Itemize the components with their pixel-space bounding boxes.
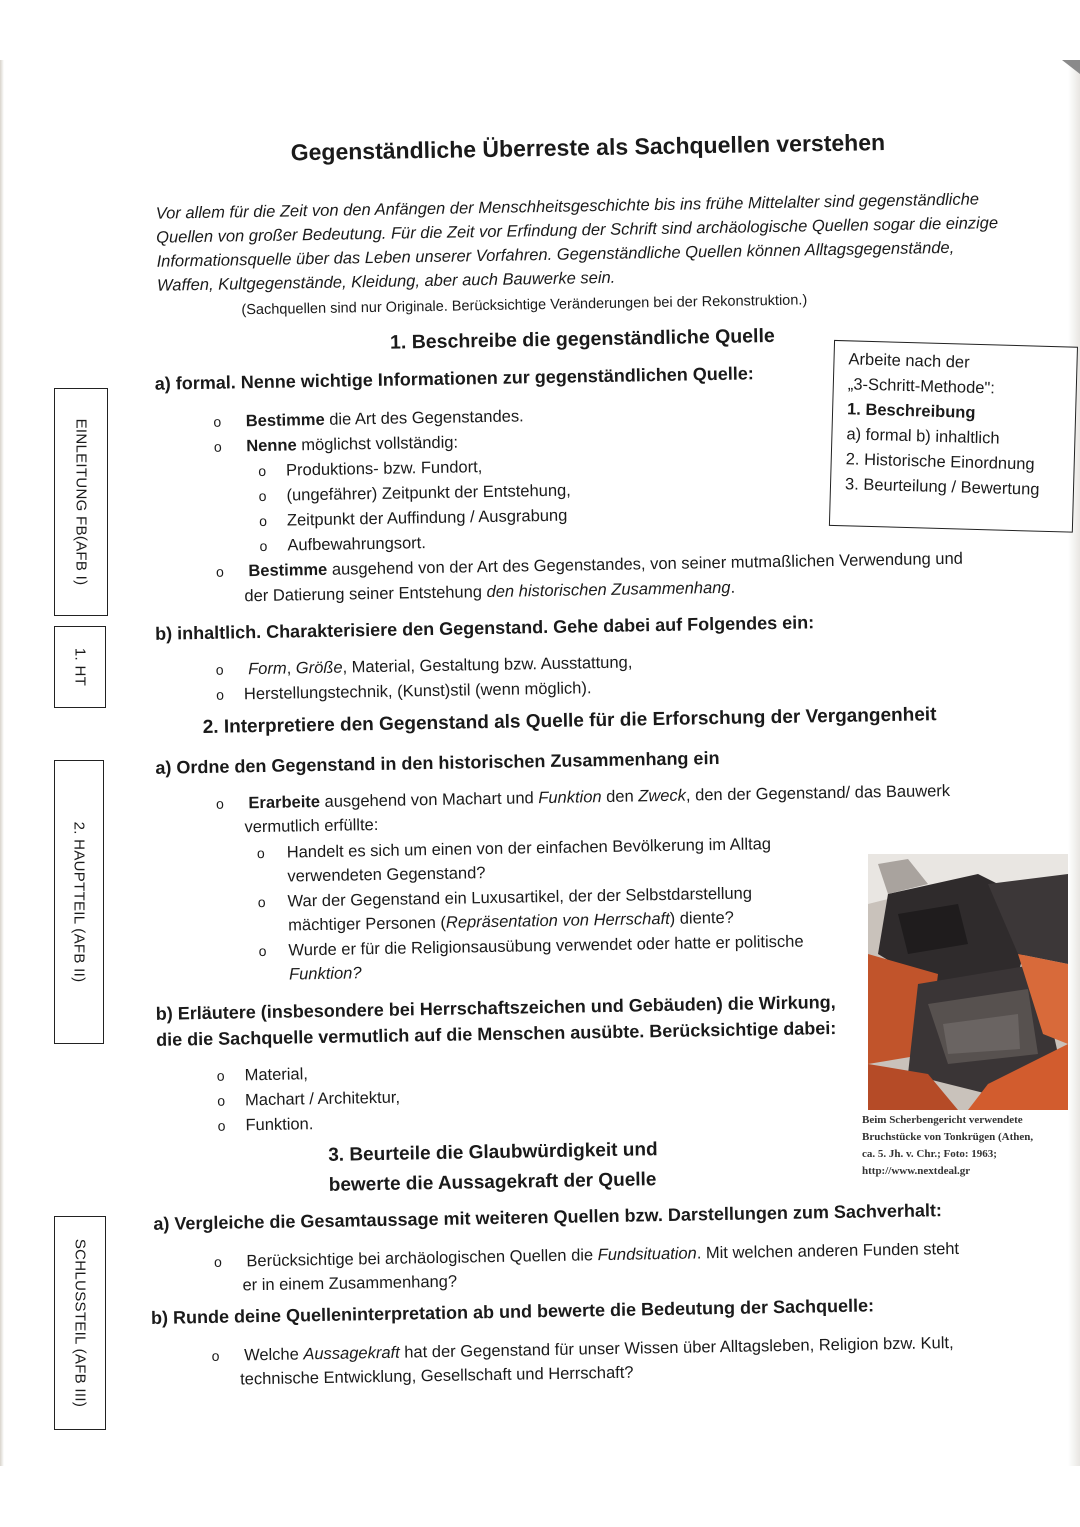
- intro-line-2: Quellen von großer Bedeutung. Für die Zeit vor Erfindung der Schrift sind archäologische Quellen sogar die einzige: [156, 214, 999, 247]
- bullet: o Herstellungstechnik, (Kunst)stil (wenn möglich).: [216, 679, 592, 704]
- sidebar-tab-label: SCHLUSSTEIL (AFB III): [71, 1238, 89, 1408]
- caption-line-1: Beim Scherbengericht verwendete: [862, 1114, 1023, 1126]
- bullet: o Welche Aussagekraft hat der Gegenstand für unser Wissen über Alltagsleben, Religion bzw. Kult,: [211, 1333, 954, 1365]
- sidebar-tab-label: 1. HT: [71, 647, 89, 687]
- section1-heading: 1. Beschreibe die gegenständliche Quelle: [389, 324, 775, 354]
- caption-line-3: ca. 5. Jh. v. Chr.; Foto: 1963;: [862, 1148, 997, 1160]
- sub-bullet: o Zeitpunkt der Auffindung / Ausgrabung: [259, 506, 568, 530]
- sub-bullet-continuation: mächtiger Personen (Repräsentation von Herrschaft) diente?: [288, 908, 735, 935]
- section2a-heading: a) Ordne den Gegenstand in den historischen Zusammenhang ein: [155, 747, 720, 778]
- sidebar-tab-ht: [54, 626, 106, 708]
- method-box-line-5: 2. Historische Einordnung: [845, 450, 1035, 474]
- sub-bullet-continuation: verwendeten Gegenstand?: [287, 864, 486, 886]
- page-left-edge: [0, 60, 4, 1470]
- section3a-heading: a) Vergleiche die Gesamtaussage mit weiteren Quellen bzw. Darstellungen zum Sachverhalt:: [153, 1200, 943, 1234]
- method-box-line-2: „3-Schritt-Methode":: [847, 375, 996, 398]
- section3-heading-line-2: bewerte die Aussagekraft der Quelle: [328, 1169, 657, 1196]
- method-box-line-1: Arbeite nach der: [848, 350, 970, 372]
- ostraca-photo: [868, 854, 1068, 1110]
- section3-heading-line-1: 3. Beurteile die Glaubwürdigkeit und: [328, 1139, 658, 1166]
- section2b-heading-line-1: b) Erläutere (insbesondere bei Herrschaftszeichen und Gebäuden) die Wirkung,: [155, 991, 836, 1024]
- page-corner-fold: [1062, 60, 1080, 74]
- source-note: (Sachquellen sind nur Originale. Berücksichtige Veränderungen bei der Rekonstruktion.): [241, 292, 808, 319]
- sub-bullet: o Produktions- bzw. Fundort,: [258, 458, 483, 480]
- caption-line-2: Bruchstücke von Tonkrügen (Athen,: [862, 1131, 1034, 1143]
- bullet: o Bestimme ausgehend von der Art des Gegenstandes, von seiner mutmaßlichen Verwendung und: [215, 549, 964, 581]
- bullet: o Erarbeite ausgehend von Machart und Funktion den Zweck, den der Gegenstand/ das Bauwerk: [215, 781, 951, 813]
- sub-bullet: o Wurde er für die Religionsausübung verwendet oder hatte er politische: [258, 932, 804, 960]
- sub-bullet: o (ungefährer) Zeitpunkt der Entstehung,: [258, 481, 571, 505]
- method-box: [829, 340, 1078, 533]
- bullet: o Berücksichtige bei archäologischen Quellen die Fundsituation. Mit welchen anderen Funden steht: [213, 1239, 960, 1271]
- bullet: o Machart / Architektur,: [217, 1088, 401, 1110]
- page-title: Gegenständliche Überreste als Sachquellen verstehen: [290, 129, 886, 166]
- method-box-line-3: 1. Beschreibung: [846, 400, 976, 422]
- sub-bullet: o Handelt es sich um einen von der einfachen Bevölkerung im Alltag: [256, 835, 772, 862]
- bullet-continuation: technische Entwicklung, Gesellschaft und Herrschaft?: [239, 1363, 634, 1389]
- sub-bullet-continuation: Funktion?: [288, 964, 362, 984]
- method-box-line-4: a) formal b) inhaltlich: [846, 425, 1000, 448]
- sidebar-tab-label: EINLEITUNG FB(AFB I): [72, 418, 90, 586]
- caption-line-4: http://www.nextdeal.gr: [862, 1165, 971, 1177]
- bullet: o Bestimme die Art des Gegenstandes.: [213, 407, 524, 431]
- bullet: o Nenne möglichst vollständig:: [213, 433, 459, 456]
- intro-line-4: Waffen, Kultgegenstände, Kleidung, aber auch Bauwerke sein.: [156, 268, 616, 295]
- section3b-heading: b) Runde deine Quelleninterpretation ab und bewerte die Bedeutung der Sachquelle:: [150, 1295, 875, 1328]
- bullet-continuation: er in einem Zusammenhang?: [242, 1272, 458, 1295]
- bullet-continuation: vermutlich erfüllte:: [244, 815, 379, 837]
- sidebar-tab-schlussteil: [54, 1216, 106, 1430]
- sidebar-tab-einleitung: [54, 388, 108, 616]
- sub-bullet: o Aufbewahrungsort.: [259, 534, 427, 555]
- intro-line-3: Informationsquelle über das Leben unserer Vorfahren. Gegenständliche Quellen können Alltagsgegenstände,: [156, 238, 955, 271]
- section2-heading: 2. Interpretiere den Gegenstand als Quelle für die Erforschung der Vergangenheit: [202, 704, 937, 738]
- photo-caption: [862, 1112, 1068, 1180]
- method-box-line-6: 3. Beurteilung / Bewertung: [844, 475, 1040, 499]
- bullet: o Funktion.: [217, 1115, 314, 1135]
- bullet: o Form, Größe, Material, Gestaltung bzw. Ausstattung,: [215, 653, 633, 679]
- page-right-edge: [1068, 60, 1080, 1466]
- intro-line-1: Vor allem für die Zeit von den Anfängen der Menschheitsgeschichte bis ins frühe Mittelalter sind gegenständliche: [155, 190, 980, 223]
- ostraca-image: [868, 854, 1068, 1110]
- bullet: o Material,: [216, 1065, 309, 1085]
- section2b-heading-line-2: die die Sachquelle vermutlich auf die Menschen ausübte. Berücksichtige dabei:: [156, 1017, 837, 1050]
- sidebar-tab-label: 2. HAUPTTEIL (AFB II): [70, 821, 88, 983]
- bullet-continuation: der Datierung seiner Entstehung den historischen Zusammenhang.: [244, 578, 736, 606]
- section1b-heading: b) inhaltlich. Charakterisiere den Gegenstand. Gehe dabei auf Folgendes ein:: [154, 612, 815, 644]
- sidebar-tab-hauptteil: [54, 760, 104, 1044]
- sub-bullet: o War der Gegenstand ein Luxusartikel, der der Selbstdarstellung: [257, 884, 753, 911]
- page-bottom-margin: [0, 1466, 1080, 1527]
- section1a-heading: a) formal. Nenne wichtige Informationen zur gegenständlichen Quelle:: [154, 363, 754, 394]
